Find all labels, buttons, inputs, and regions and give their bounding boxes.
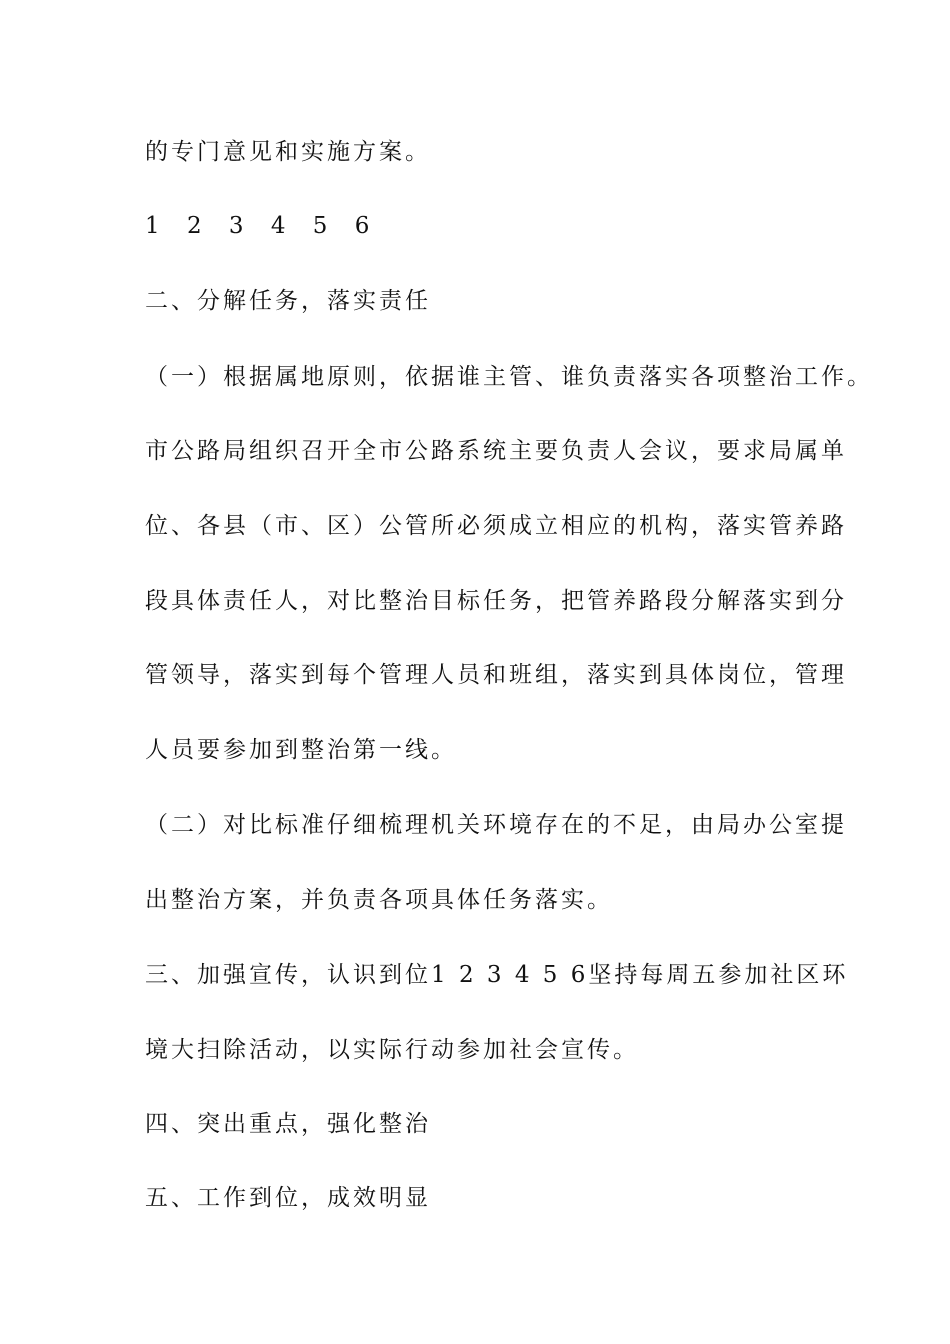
paragraph-line: 管领导，落实到每个管理人员和班组，落实到具体岗位，管理 (145, 662, 847, 688)
paragraph-line: （一）根据属地原则，依据谁主管、谁负责落实各项整治工作。 (145, 364, 873, 390)
paragraph-line: 的专门意见和实施方案。 (145, 139, 431, 165)
number-sequence-line: 1 2 3 4 5 6 (145, 213, 380, 239)
section-heading-4: 四、突出重点，强化整治 (145, 1111, 431, 1137)
paragraph-line: （二）对比标准仔细梳理机关环境存在的不足，由局办公室提 (145, 812, 847, 838)
paragraph-line: 段具体责任人，对比整治目标任务，把管养路段分解落实到分 (145, 588, 847, 614)
paragraph-line: 出整治方案，并负责各项具体任务落实。 (145, 887, 613, 913)
section-heading-3: 三、加强宣传，认识到位1 2 3 4 5 6坚持每周五参加社区环 (145, 962, 849, 988)
paragraph-line: 人员要参加到整治第一线。 (145, 737, 457, 763)
section-heading-2: 二、分解任务，落实责任 (145, 288, 431, 314)
paragraph-line: 市公路局组织召开全市公路系统主要负责人会议，要求局属单 (145, 438, 847, 464)
paragraph-line: 境大扫除活动，以实际行动参加社会宣传。 (145, 1037, 639, 1063)
paragraph-line: 位、各县（市、区）公管所必须成立相应的机构，落实管养路 (145, 513, 847, 539)
section-heading-5: 五、工作到位，成效明显 (145, 1185, 431, 1211)
